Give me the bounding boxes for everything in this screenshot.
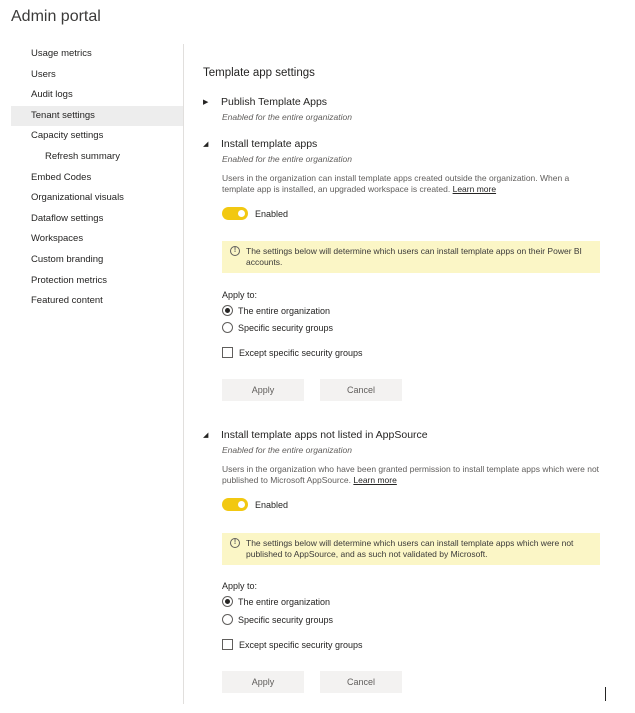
- radio-specific-groups[interactable]: [222, 614, 333, 625]
- install-not-listed-header[interactable]: [203, 429, 428, 441]
- warning-text: The settings below will determine which users can install template apps which were not published to AppSource, and as such not validated by Microsoft.: [246, 538, 574, 559]
- checkbox-label: Except specific security groups: [239, 639, 363, 650]
- enabled-toggle[interactable]: [222, 207, 248, 220]
- radio-checked-icon: [222, 305, 233, 316]
- apply-button[interactable]: Apply: [222, 671, 304, 693]
- install-template-apps-header[interactable]: [203, 138, 317, 150]
- sidebar-item-embed-codes[interactable]: Embed Codes: [31, 171, 92, 183]
- setting-status: Enabled for the entire organization: [222, 445, 352, 455]
- radio-specific-groups[interactable]: [222, 322, 333, 333]
- publish-template-apps-header[interactable]: [203, 96, 327, 108]
- toggle-label: Enabled: [255, 208, 289, 219]
- caret-down-icon: ◢: [203, 432, 209, 439]
- setting-name: Publish Template Apps: [221, 96, 328, 108]
- sidebar-item-protection-metrics[interactable]: Protection metrics: [31, 274, 108, 286]
- radio-checked-icon: [222, 596, 233, 607]
- sidebar-item-featured-content[interactable]: Featured content: [31, 295, 103, 307]
- sidebar-item-users[interactable]: Users: [31, 68, 56, 80]
- enabled-toggle[interactable]: [222, 498, 248, 511]
- sidebar-item-capacity-settings[interactable]: Capacity settings: [31, 130, 104, 142]
- learn-more-link[interactable]: Learn more: [452, 184, 497, 194]
- section-title: Template app settings: [203, 67, 315, 79]
- radio-label: The entire organization: [238, 305, 331, 316]
- page-title: Admin portal: [11, 8, 101, 25]
- description-text: Users in the organization can install template apps created outside the organization. When a template app is installed, an upgraded workspace is created.: [222, 173, 570, 194]
- setting-status: Enabled for the entire organization: [222, 154, 352, 164]
- setting-description: [222, 173, 600, 195]
- checkbox-icon: [222, 639, 233, 650]
- apply-button[interactable]: Apply: [222, 379, 304, 401]
- enabled-toggle-row: [222, 498, 288, 511]
- except-groups-checkbox-row[interactable]: [222, 639, 363, 650]
- checkbox-label: Except specific security groups: [239, 347, 363, 358]
- caret-right-icon: ▶: [203, 99, 209, 106]
- sidebar-item-dataflow-settings[interactable]: Dataflow settings: [31, 212, 104, 224]
- except-groups-checkbox-row[interactable]: [222, 347, 363, 358]
- enabled-toggle-row: [222, 207, 288, 220]
- setting-name: Install template apps: [221, 138, 318, 150]
- cancel-button[interactable]: Cancel: [320, 379, 402, 401]
- setting-name: Install template apps not listed in AppSource: [221, 429, 428, 441]
- radio-label: The entire organization: [238, 596, 331, 607]
- radio-unchecked-icon: [222, 322, 233, 333]
- radio-label: Specific security groups: [238, 322, 334, 333]
- description-text: Users in the organization who have been granted permission to install template apps which were not published to Microsoft AppSource.: [222, 464, 600, 485]
- sidebar: [11, 44, 184, 704]
- text-cursor: [605, 687, 606, 701]
- sidebar-item-organizational-visuals[interactable]: Organizational visuals: [31, 192, 124, 204]
- checkbox-icon: [222, 347, 233, 358]
- radio-entire-organization[interactable]: [222, 305, 330, 316]
- caret-down-icon: ◢: [203, 141, 209, 148]
- learn-more-link[interactable]: Learn more: [353, 475, 397, 485]
- warning-text: The settings below will determine which users can install template apps on their Power BI accounts.: [246, 246, 582, 267]
- toggle-label: Enabled: [255, 499, 289, 510]
- warning-banner: [222, 241, 600, 273]
- sidebar-item-workspaces[interactable]: Workspaces: [31, 233, 84, 245]
- warning-icon: !: [230, 246, 240, 256]
- apply-to-label: Apply to:: [222, 581, 258, 591]
- radio-entire-organization[interactable]: [222, 596, 330, 607]
- sidebar-item-tenant-settings[interactable]: Tenant settings: [11, 106, 183, 127]
- setting-description: [222, 464, 600, 486]
- sidebar-item-audit-logs[interactable]: Audit logs: [31, 89, 73, 101]
- radio-unchecked-icon: [222, 614, 233, 625]
- warning-banner: [222, 533, 600, 565]
- setting-status: Enabled for the entire organization: [222, 112, 352, 122]
- cancel-button[interactable]: Cancel: [320, 671, 402, 693]
- sidebar-item-usage-metrics[interactable]: Usage metrics: [31, 48, 92, 59]
- sidebar-item-custom-branding[interactable]: Custom branding: [31, 253, 104, 265]
- radio-label: Specific security groups: [238, 614, 334, 625]
- sidebar-item-refresh-summary[interactable]: Refresh summary: [45, 150, 120, 162]
- apply-to-label: Apply to:: [222, 290, 258, 300]
- warning-icon: !: [230, 538, 240, 548]
